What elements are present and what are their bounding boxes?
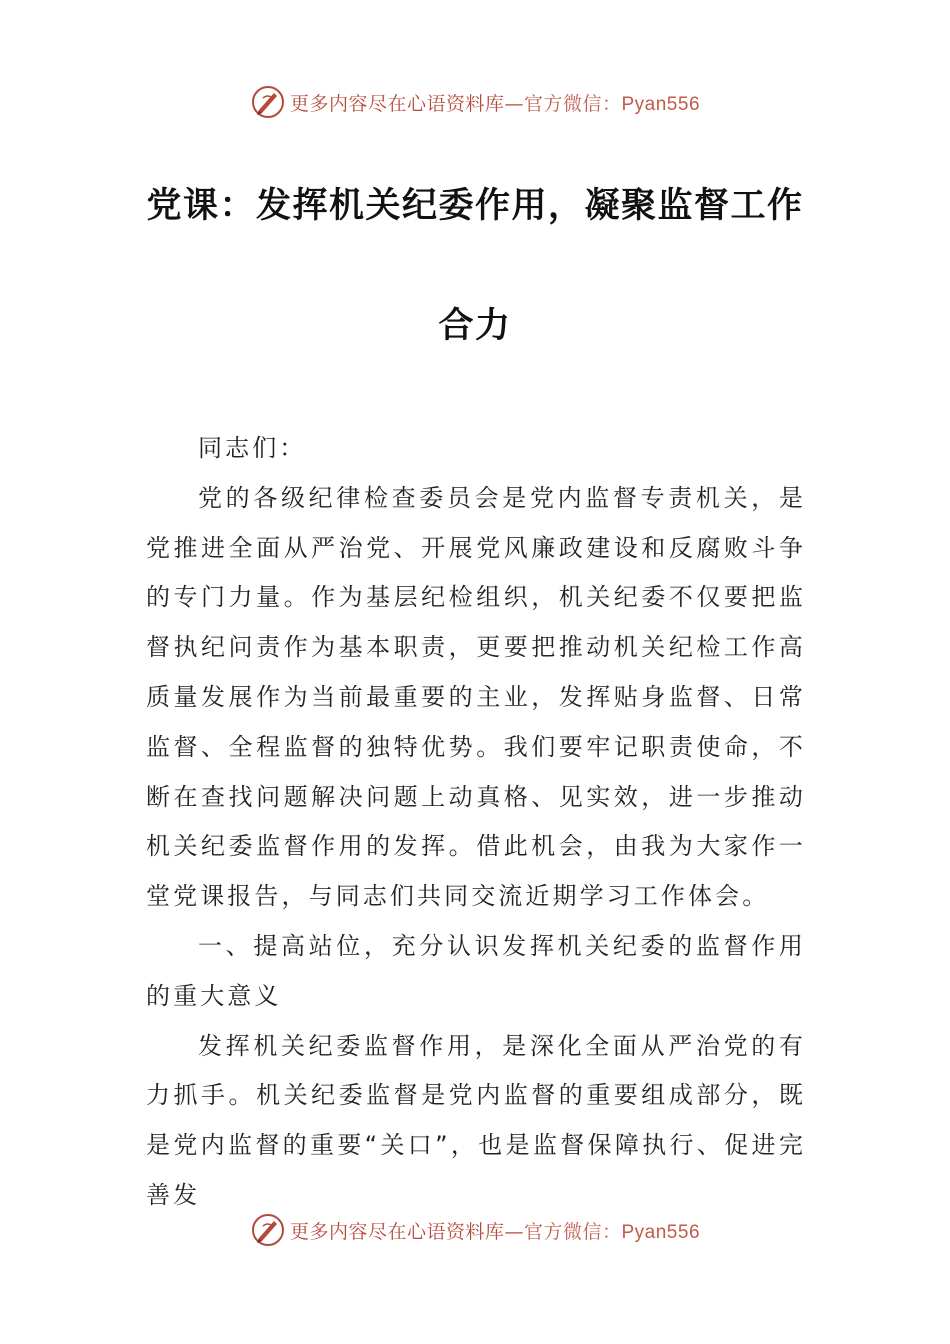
watermark-wechat-label: 官方微信： bbox=[523, 92, 622, 115]
document-title-line-1: 党课：发挥机关纪委作用，凝聚监督工作 bbox=[146, 186, 804, 226]
watermark-wechat-id: Pyan556 bbox=[621, 1221, 701, 1243]
body-paragraph-2: 发挥机关纪委监督作用，是深化全面从严治党的有力抓手。机关纪委监督是党内监督的重要组成部分，既是党内监督的重要“关口”，也是监督保障执行、促进完善发 bbox=[146, 1031, 806, 1209]
watermark-text bbox=[290, 89, 700, 116]
header-watermark bbox=[0, 82, 950, 122]
pen-logo-icon bbox=[250, 84, 286, 120]
footer-watermark bbox=[0, 1210, 950, 1250]
watermark-brand: 更多内容尽在心语资料库 bbox=[289, 1220, 505, 1243]
watermark-wechat-label: 官方微信： bbox=[523, 1220, 622, 1243]
body-paragraph-1: 党的各级纪律检查委员会是党内监督专责机关，是党推进全面从严治党、开展党风廉政建设和反腐败斗争的专门力量。作为基层纪检组织，机关纪委不仅要把监督执纪问责作为基本职责，更要把推动机关纪检工作高质量发展作为当前最重要的主业，发挥贴身监督、日常监督、全程监督的独特优势。我们要牢记职责使命，不断在查找问题解决问题上动真格、见实效，进一步推动机关纪委监督作用的发挥。借此机会，由我为大家作一堂党课报告，与同志们共同交流近期学习工作体会。 bbox=[146, 483, 806, 911]
document-title-line-2: 合力 bbox=[438, 306, 512, 346]
pen-logo-icon bbox=[250, 1212, 286, 1248]
watermark-dash: — bbox=[504, 92, 524, 115]
greeting: 同志们： bbox=[198, 434, 307, 462]
document-body bbox=[146, 424, 806, 1221]
watermark-wechat-id: Pyan556 bbox=[621, 93, 701, 115]
watermark-dash: — bbox=[504, 1220, 524, 1243]
watermark-brand: 更多内容尽在心语资料库 bbox=[289, 92, 505, 115]
section-heading-1: 一、提高站位，充分认识发挥机关纪委的监督作用的重大意义 bbox=[146, 931, 806, 1010]
watermark-text bbox=[290, 1217, 700, 1244]
